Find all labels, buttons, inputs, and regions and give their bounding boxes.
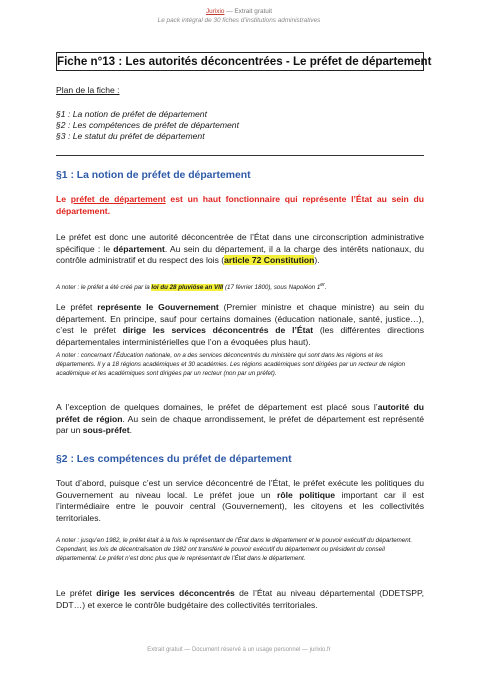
text-run: ). [314, 255, 320, 266]
bold-term: sous-préfet [82, 425, 130, 436]
section-heading-2: §2 : Les compétences du préfet de département [56, 454, 292, 465]
text-run: Le [56, 194, 71, 204]
plan-label: Plan de la fiche : [56, 85, 120, 95]
text-run: A l’exception de quelques domaines, le préfet de département est placé sous l’ [56, 402, 378, 412]
text-run: de l’État au niveau départemental (DDETSPP, DDT…) et exerce le contrôle budgétaire des collectivités territoriales. [56, 588, 425, 610]
bold-term: département [113, 243, 165, 254]
text-run: est un haut fonctionnaire qui représente l’État au sein du département. [56, 194, 424, 216]
highlighted-reference: article 72 Constitution [224, 255, 315, 266]
highlighted-reference: loi du 28 pluviôse an VIII [151, 284, 224, 292]
plan-item: §1 : La notion de préfet de département [56, 109, 207, 119]
paragraph-4 [56, 478, 424, 524]
defined-term: préfet de département [70, 194, 166, 204]
plan-list [56, 109, 424, 143]
divider [56, 155, 424, 156]
plan-item: §3 : Le statut du préfet de département [56, 131, 205, 142]
paragraph-1 [56, 232, 424, 267]
text-run: . [324, 284, 327, 292]
bold-term: dirige les services déconcentrés [96, 588, 235, 598]
text-run: Tout d’abord, puisque c’est un service déconcentré de l’État, le préfet exécute les politiques du Gouvernement au niveau local. Le préfet joue un [56, 478, 424, 500]
note-2: A noter : concernant l’Éducation nationale, on a des services déconcentrés du ministère qui sont dans les régions et les départements. Il y a 18 régions académiques et 30 académies. Les régions académiques sont dirigées par un recteur de région académique et les académiques sont dirigées par un recteur (non par un préfet). [56, 352, 406, 377]
text-run: Le préfet [56, 302, 98, 312]
bold-term: autorité du préfet de région [56, 402, 425, 424]
note-3: A noter : jusqu’en 1982, le préfet était à la fois le représentant de l’État dans le département et le pouvoir exécutif du département. Cependant, les lois de décentralisation de 1982 ont transféré le pouvoir exécutif du département ou président du conseil départemental. Le préfet n’est donc plus que le représentant de l’État dans le département. [56, 537, 413, 562]
header-subtitle: Le pack intégral de 30 fiches d’institutions administratives [157, 17, 321, 24]
brand-logo: Jurixio [205, 8, 225, 15]
text-run: important car il est l’intermédiaire entre le pouvoir central (Gouvernement), les citoyens et les collectivités territoriales. [56, 489, 424, 523]
text-run: (17 février 1800), sous Napoléon 1 [223, 284, 321, 292]
plan-item: §2 : Les compétences de préfet de département [56, 120, 239, 131]
header-separator: — [224, 8, 235, 15]
paragraph-5 [56, 588, 424, 611]
paragraph-2 [56, 302, 424, 348]
text-run: A noter : le préfet a été créé par la [56, 284, 152, 292]
section-heading-1: §1 : La notion de préfet de département [56, 170, 251, 181]
page-title: Fiche n°13 : Les autorités déconcentrées - Le préfet de département [56, 52, 424, 71]
bold-term: rôle politique [276, 489, 336, 500]
text-run: (Premier ministre et chaque ministre) au sein du département. En principe, sauf pour certains domaines (éducation nationale, santé, justice…), c’est le préfet [56, 302, 424, 336]
text-run: Le préfet [56, 588, 97, 598]
note-1 [56, 281, 424, 292]
paragraph-3 [56, 402, 424, 437]
superscript: er [320, 282, 325, 288]
page-header [0, 8, 478, 15]
text-run: . Au sein de chaque arrondissement, le préfet de département est représenté par un [56, 413, 424, 436]
text-run: . [129, 425, 132, 436]
bold-term: dirige les services déconcentrés de l’État [122, 325, 314, 336]
text-run: Le préfet est donc une autorité déconcentrée de l’État dans une circonscription administrative spécifique : le [56, 232, 424, 254]
bold-term: représente le Gouvernement [97, 302, 219, 312]
text-run: (les différentes directions départementales interministérielles que l’on a évoquées plus haut). [56, 325, 424, 347]
header-tag: Extrait gratuit [234, 8, 273, 15]
page-footer: Extrait gratuit — Document réservé à un usage personnel — jurixio.fr [147, 647, 331, 653]
definition-paragraph [56, 194, 424, 217]
text-run: . Au sein du département, il a la charge des intérêts nationaux, du contrôle administratif et du respect des lois ( [56, 243, 424, 266]
